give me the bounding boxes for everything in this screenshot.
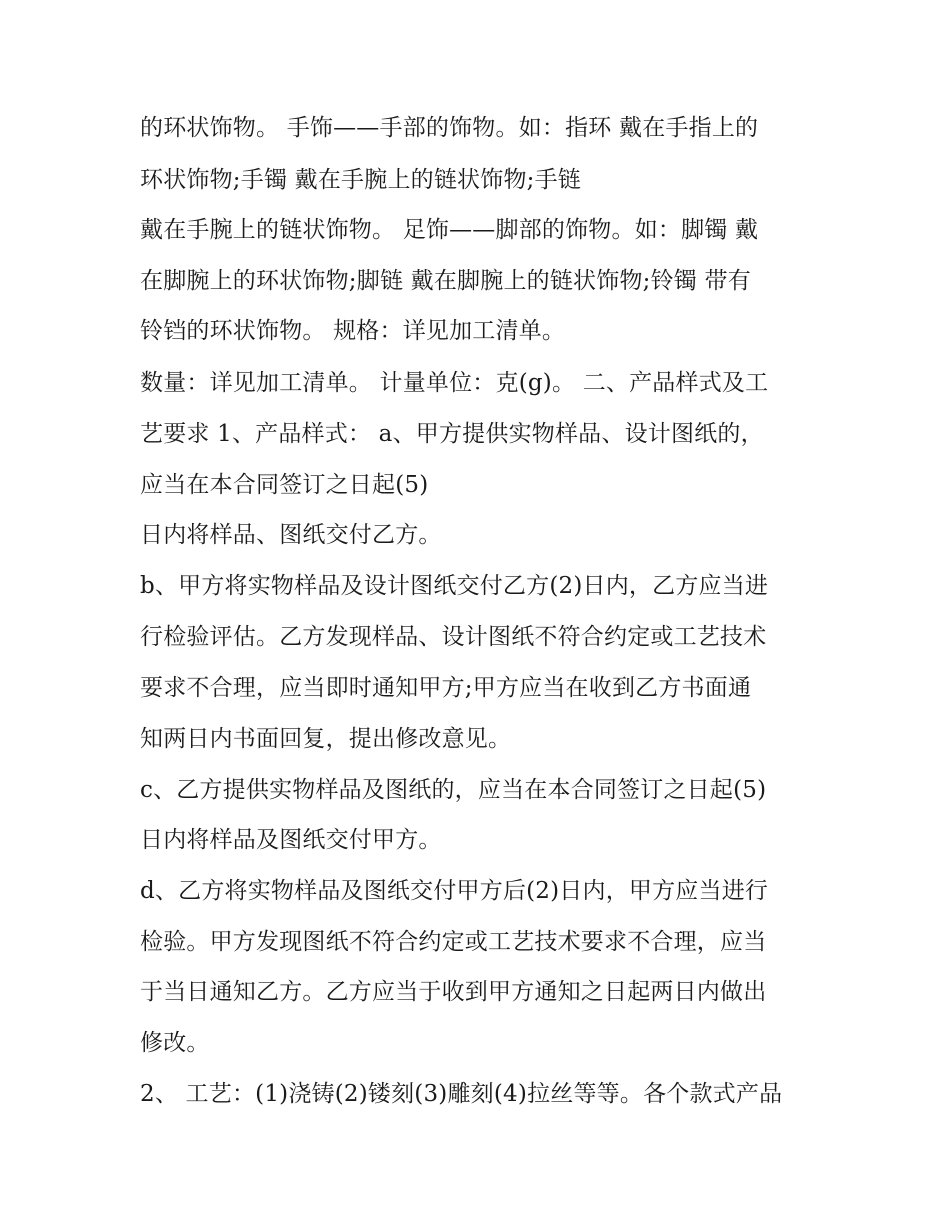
text-line: d、乙方将实物样品及图纸交付甲方后(2)日内，甲方应当进行	[140, 878, 769, 904]
text-line: 2、 工艺：(1)浇铸(2)镂刻(3)雕刻(4)拉丝等等。各个款式产品	[140, 1081, 783, 1107]
text-line: 数量：详见加工清单。 计量单位：克(g)。 二、产品样式及工	[140, 370, 769, 396]
text-line: 日内将样品及图纸交付甲方。	[140, 827, 442, 853]
text-line: 环状饰物;手镯 戴在手腕上的链状饰物;手链	[140, 167, 582, 193]
text-line: 应当在本合同签订之日起(5)	[140, 472, 429, 498]
text-line: 行检验评估。乙方发现样品、设计图纸不符合约定或工艺技术	[140, 624, 767, 650]
text-line: b、甲方将实物样品及设计图纸交付乙方(2)日内，乙方应当进	[140, 573, 769, 599]
text-line: c、乙方提供实物样品及图纸的，应当在本合同签订之日起(5)	[140, 777, 767, 803]
text-line: 日内将样品、图纸交付乙方。	[140, 522, 442, 548]
text-line: 于当日通知乙方。乙方应当于收到甲方通知之日起两日内做出	[140, 979, 767, 1005]
text-line: 修改。	[140, 1030, 210, 1056]
text-line: 的环状饰物。 手饰——手部的饰物。如：指环 戴在手指上的	[140, 115, 759, 141]
text-line: 知两日内书面回复，提出修改意见。	[140, 726, 512, 752]
text-line: 戴在手腕上的链状饰物。 足饰——脚部的饰物。如：脚镯 戴	[140, 217, 759, 243]
text-line: 要求不合理，应当即时通知甲方;甲方应当在收到乙方书面通	[140, 675, 752, 701]
text-line: 艺要求 1、产品样式： a、甲方提供实物样品、设计图纸的，	[140, 421, 764, 447]
text-line: 在脚腕上的环状饰物;脚链 戴在脚腕上的链状饰物;铃镯 带有	[140, 268, 751, 294]
text-line: 检验。甲方发现图纸不符合约定或工艺技术要求不合理，应当	[140, 929, 767, 955]
text-line: 铃铛的环状饰物。 规格：详见加工清单。	[140, 318, 566, 344]
